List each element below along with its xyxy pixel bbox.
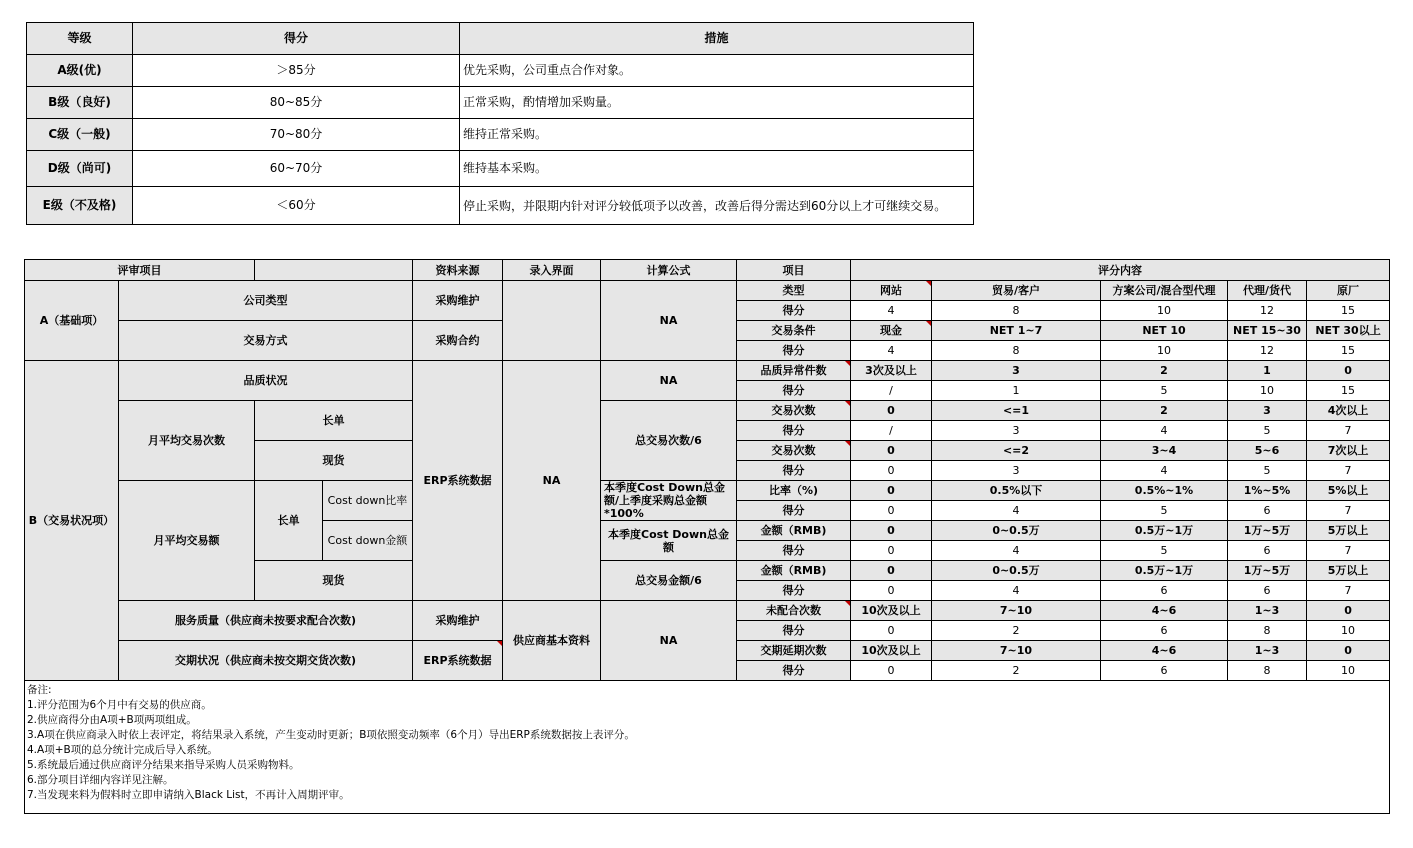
- project-cell: 得分: [737, 381, 851, 401]
- content-cell: 6: [1101, 621, 1228, 641]
- project-cell: 得分: [737, 501, 851, 521]
- content-cell: 2: [932, 621, 1101, 641]
- content-header: 评分内容: [851, 260, 1390, 281]
- project-cell: 交期延期次数: [737, 641, 851, 661]
- long-order-label: 长单: [255, 481, 323, 561]
- content-cell: 4: [932, 501, 1101, 521]
- content-cell: <=1: [932, 401, 1101, 421]
- content-cell: 5: [1101, 381, 1228, 401]
- formula-cell: NA: [601, 281, 737, 361]
- formula-cell: NA: [601, 361, 737, 401]
- grade-cell: E级（不及格): [27, 187, 133, 225]
- content-cell: 7次以上: [1307, 441, 1390, 461]
- formula-header: 计算公式: [601, 260, 737, 281]
- content-cell: 4~6: [1101, 601, 1228, 621]
- content-cell: 6: [1228, 501, 1307, 521]
- content-cell: 15: [1307, 301, 1390, 321]
- note-line: 2.供应商得分由A项+B项两项组成。: [27, 714, 197, 726]
- content-cell: 4: [1101, 421, 1228, 441]
- note-line: 4.A项+B项的总分统计完成后导入系统。: [27, 744, 218, 756]
- content-cell: 15: [1307, 341, 1390, 361]
- trade-mode-label: 交易方式: [119, 321, 413, 361]
- content-cell: 8: [932, 341, 1101, 361]
- group-b-label: B（交易状况项）: [25, 361, 119, 681]
- content-cell: 网站: [851, 281, 932, 301]
- content-cell: 1%~5%: [1228, 481, 1307, 501]
- project-cell: 得分: [737, 581, 851, 601]
- project-cell: 比率（%): [737, 481, 851, 501]
- grade-table: [26, 22, 974, 225]
- formula-cell: NA: [601, 601, 737, 681]
- content-cell: 6: [1228, 581, 1307, 601]
- content-cell: 3: [932, 421, 1101, 441]
- project-cell: 得分: [737, 541, 851, 561]
- content-cell: 3: [932, 461, 1101, 481]
- content-cell: 5: [1228, 421, 1307, 441]
- content-cell: 0: [851, 661, 932, 681]
- content-cell: 5~6: [1228, 441, 1307, 461]
- content-cell: /: [851, 381, 932, 401]
- project-cell: 得分: [737, 421, 851, 441]
- formula-cell: 总交易金额/6: [601, 561, 737, 601]
- content-cell: 3~4: [1101, 441, 1228, 461]
- content-cell: 0: [851, 561, 932, 581]
- content-cell: 7: [1307, 541, 1390, 561]
- content-cell: 7: [1307, 461, 1390, 481]
- content-cell: 现金: [851, 321, 932, 341]
- content-cell: 7: [1307, 501, 1390, 521]
- review-header-row: [25, 260, 1390, 281]
- measure-cell: 维持正常采购。: [460, 119, 974, 151]
- project-cell: 未配合次数: [737, 601, 851, 621]
- project-cell: 交易次数: [737, 441, 851, 461]
- content-cell: 10: [1307, 661, 1390, 681]
- note-line: 5.系统最后通过供应商评分结果来指导采购人员采购物料。: [27, 759, 300, 771]
- project-cell: 得分: [737, 341, 851, 361]
- content-cell: 7~10: [932, 601, 1101, 621]
- project-cell: 金额（RMB): [737, 561, 851, 581]
- content-cell: 1~3: [1228, 601, 1307, 621]
- delivery-label: 交期状况（供应商未按交期交货次数): [119, 641, 413, 681]
- note-line: 7.当发现来料为假料时立即申请纳入Black List，不再计入周期评审。: [27, 789, 350, 801]
- measure-cell: 正常采购，酌情增加采购量。: [460, 87, 974, 119]
- content-cell: 0: [1307, 601, 1390, 621]
- grade-row: [27, 151, 974, 187]
- monthly-amount-label: 月平均交易额: [119, 481, 255, 601]
- grade-row: [27, 119, 974, 151]
- content-cell: 10次及以上: [851, 601, 932, 621]
- content-cell: 贸易/客户: [932, 281, 1101, 301]
- content-cell: 0.5%以下: [932, 481, 1101, 501]
- content-cell: 3次及以上: [851, 361, 932, 381]
- source-cell: ERP系统数据: [413, 641, 503, 681]
- note-line: 6.部分项目详细内容详见注解。: [27, 774, 174, 786]
- input-cell: NA: [503, 361, 601, 601]
- content-cell: 6: [1101, 661, 1228, 681]
- content-cell: 0: [851, 581, 932, 601]
- content-cell: 0: [851, 501, 932, 521]
- content-cell: NET 30以上: [1307, 321, 1390, 341]
- source-cell: 采购维护: [413, 281, 503, 321]
- content-cell: 1: [932, 381, 1101, 401]
- grade-cell: B级（良好): [27, 87, 133, 119]
- content-cell: 0: [851, 441, 932, 461]
- input-cell: [503, 281, 601, 361]
- cost-down-amount-label: Cost down金额: [323, 521, 413, 561]
- table-row: [25, 401, 1390, 421]
- spot-label: 现货: [255, 441, 413, 481]
- project-cell: 交易条件: [737, 321, 851, 341]
- content-cell: NET 15~30: [1228, 321, 1307, 341]
- content-cell: 0.5万~1万: [1101, 561, 1228, 581]
- formula-cell: 本季度Cost Down总金额: [601, 521, 737, 561]
- note-line: 3.A项在供应商录入时依上表评定，将结果录入系统，产生变动时更新；B项依照变动频率（6个月）导出ERP系统数据按上表评分。: [27, 729, 635, 741]
- content-cell: 0: [1307, 641, 1390, 661]
- content-cell: 7: [1307, 421, 1390, 441]
- content-cell: 4: [932, 541, 1101, 561]
- company-type-label: 公司类型: [119, 281, 413, 321]
- score-cell: ＞85分: [133, 55, 460, 87]
- project-cell: 得分: [737, 301, 851, 321]
- project-header: 项目: [737, 260, 851, 281]
- source-cell: ERP系统数据: [413, 361, 503, 601]
- content-cell: 6: [1101, 581, 1228, 601]
- content-cell: 0: [851, 541, 932, 561]
- content-cell: 4次以上: [1307, 401, 1390, 421]
- project-cell: 得分: [737, 461, 851, 481]
- content-cell: 0~0.5万: [932, 521, 1101, 541]
- content-cell: 5万以上: [1307, 561, 1390, 581]
- content-cell: 0.5%~1%: [1101, 481, 1228, 501]
- input-header: 录入界面: [503, 260, 601, 281]
- measure-header-cell: 措施: [460, 23, 974, 55]
- content-cell: 10次及以上: [851, 641, 932, 661]
- grade-cell: A级(优): [27, 55, 133, 87]
- monthly-count-label: 月平均交易次数: [119, 401, 255, 481]
- content-cell: 4: [932, 581, 1101, 601]
- content-cell: 12: [1228, 301, 1307, 321]
- spot-label: 现货: [255, 561, 413, 601]
- content-cell: 10: [1307, 621, 1390, 641]
- service-label: 服务质量（供应商未按要求配合次数): [119, 601, 413, 641]
- content-cell: 15: [1307, 381, 1390, 401]
- content-cell: 3: [1228, 401, 1307, 421]
- formula-cell: 总交易次数/6: [601, 401, 737, 481]
- content-cell: 6: [1228, 541, 1307, 561]
- review-item-header: 评审项目: [25, 260, 255, 281]
- source-cell: 采购维护: [413, 601, 503, 641]
- content-cell: 10: [1101, 341, 1228, 361]
- content-cell: 10: [1101, 301, 1228, 321]
- content-cell: 0: [851, 521, 932, 541]
- blank-header: [255, 260, 413, 281]
- measure-cell: 停止采购，并限期内针对评分较低项予以改善，改善后得分需达到60分以上才可继续交易。: [460, 187, 974, 225]
- project-cell: 类型: [737, 281, 851, 301]
- formula-cell: 本季度Cost Down总金额/上季度采购总金额*100%: [601, 481, 737, 521]
- content-cell: 0: [851, 401, 932, 421]
- table-row: [25, 281, 1390, 301]
- content-cell: 4: [1101, 461, 1228, 481]
- score-cell: 70~80分: [133, 119, 460, 151]
- content-cell: 5万以上: [1307, 521, 1390, 541]
- source-header: 资料来源: [413, 260, 503, 281]
- content-cell: 原厂: [1307, 281, 1390, 301]
- note-line: 1.评分范围为6个月中有交易的供应商。: [27, 699, 212, 711]
- project-cell: 品质异常件数: [737, 361, 851, 381]
- notes-title: 备注:: [27, 684, 52, 696]
- table-row: [25, 601, 1390, 621]
- content-cell: NET 10: [1101, 321, 1228, 341]
- score-cell: ＜60分: [133, 187, 460, 225]
- content-cell: 4: [851, 341, 932, 361]
- project-cell: 得分: [737, 661, 851, 681]
- content-cell: 2: [1101, 361, 1228, 381]
- grade-cell: D级（尚可): [27, 151, 133, 187]
- measure-cell: 优先采购，公司重点合作对象。: [460, 55, 974, 87]
- content-cell: 0: [851, 481, 932, 501]
- review-table: [24, 259, 1390, 814]
- measure-cell: 维持基本采购。: [460, 151, 974, 187]
- content-cell: 7: [1307, 581, 1390, 601]
- long-order-label: 长单: [255, 401, 413, 441]
- content-cell: 0~0.5万: [932, 561, 1101, 581]
- content-cell: 0: [1307, 361, 1390, 381]
- content-cell: NET 1~7: [932, 321, 1101, 341]
- project-cell: 金额（RMB): [737, 521, 851, 541]
- content-cell: 5%以上: [1307, 481, 1390, 501]
- content-cell: 1: [1228, 361, 1307, 381]
- group-a-label: A（基础项）: [25, 281, 119, 361]
- content-cell: 8: [1228, 621, 1307, 641]
- content-cell: /: [851, 421, 932, 441]
- source-cell: 采购合约: [413, 321, 503, 361]
- grade-row: [27, 187, 974, 225]
- quality-label: 品质状况: [119, 361, 413, 401]
- score-cell: 60~70分: [133, 151, 460, 187]
- content-cell: 12: [1228, 341, 1307, 361]
- content-cell: 4: [851, 301, 932, 321]
- grade-cell: C级（一般): [27, 119, 133, 151]
- content-cell: 3: [932, 361, 1101, 381]
- content-cell: 1~3: [1228, 641, 1307, 661]
- grade-header-row: [27, 23, 974, 55]
- table-row: [25, 361, 1390, 381]
- grade-row: [27, 87, 974, 119]
- content-cell: 1万~5万: [1228, 561, 1307, 581]
- content-cell: 8: [1228, 661, 1307, 681]
- content-cell: 10: [1228, 381, 1307, 401]
- content-cell: 1万~5万: [1228, 521, 1307, 541]
- table-row: [25, 481, 1390, 501]
- cost-down-ratio-label: Cost down比率: [323, 481, 413, 521]
- content-cell: 8: [932, 301, 1101, 321]
- input-cell: 供应商基本资料: [503, 601, 601, 681]
- content-cell: 0: [851, 621, 932, 641]
- project-cell: 交易次数: [737, 401, 851, 421]
- content-cell: <=2: [932, 441, 1101, 461]
- content-cell: 0: [851, 461, 932, 481]
- score-cell: 80~85分: [133, 87, 460, 119]
- content-cell: 方案公司/混合型代理: [1101, 281, 1228, 301]
- content-cell: 4~6: [1101, 641, 1228, 661]
- grade-row: [27, 55, 974, 87]
- content-cell: 5: [1101, 541, 1228, 561]
- content-cell: 5: [1228, 461, 1307, 481]
- notes-row: [25, 681, 1390, 814]
- content-cell: 2: [1101, 401, 1228, 421]
- content-cell: 2: [932, 661, 1101, 681]
- project-cell: 得分: [737, 621, 851, 641]
- content-cell: 7~10: [932, 641, 1101, 661]
- content-cell: 0.5万~1万: [1101, 521, 1228, 541]
- grade-header-cell: 等级: [27, 23, 133, 55]
- content-cell: 代理/货代: [1228, 281, 1307, 301]
- content-cell: 5: [1101, 501, 1228, 521]
- score-header-cell: 得分: [133, 23, 460, 55]
- notes-cell: [25, 681, 1390, 814]
